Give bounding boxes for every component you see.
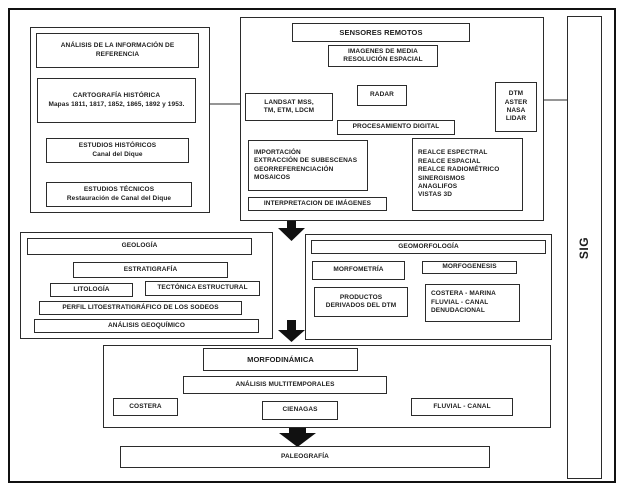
panel-title: SENSORES REMOTOS	[339, 27, 423, 37]
box-tectonica-estructural	[145, 281, 260, 296]
box-line: DERIVADOS DEL DTM	[325, 302, 397, 309]
list-line: DENUDACIONAL	[431, 307, 485, 315]
box-procesamiento-digital	[337, 120, 455, 135]
list-line: EXTRACCIÓN DE SUBESCENAS	[254, 157, 358, 165]
box-imagenes-media	[328, 45, 438, 67]
panel-title: GEOMORFOLOGÍA	[398, 242, 459, 250]
list-line: REALCE ESPECTRAL	[418, 149, 488, 157]
box-landsat	[245, 93, 333, 121]
box-label: PROCESAMIENTO DIGITAL	[352, 123, 440, 131]
box-morfodinamica	[203, 348, 358, 371]
list-line: REALCE RADIOMÉTRICO	[418, 166, 500, 174]
box-label: ESTRATIGRAFÍA	[123, 265, 178, 273]
list-line: VISTAS 3D	[418, 191, 453, 199]
box-geomorfologia	[311, 240, 546, 254]
list-line: SINERGISMOS	[418, 174, 465, 182]
box-sensores-remotos	[292, 23, 470, 42]
list-line: FLUVIAL - CANAL	[431, 298, 489, 306]
box-analisis-multitemporales	[183, 376, 387, 394]
box-line: ASTER	[504, 98, 528, 106]
box-label: PALEOGRAFÍA	[281, 452, 329, 460]
box-label: ANÁLISIS MULTITEMPORALES	[235, 380, 335, 388]
box-line: RESOLUCIÓN ESPACIAL	[343, 56, 423, 63]
box-estudios-historicos	[46, 138, 189, 163]
list-line: ANAGLIFOS	[418, 182, 458, 190]
box-preprocesos	[248, 140, 368, 191]
box-label: COSTERA	[129, 402, 162, 410]
box-subtitle: Canal del Dique	[92, 150, 143, 158]
box-line: LANDSAT MSS,	[264, 98, 314, 106]
box-label: ANÁLISIS GEOQUÍMICO	[107, 321, 185, 329]
box-line: ANÁLISIS DE LA INFORMACIÓN DE	[60, 42, 175, 50]
list-line: COSTERA - MARINA	[431, 290, 496, 298]
box-costera	[113, 398, 178, 416]
box-subtitle: Restauración de Canal del Dique	[66, 194, 172, 202]
box-title: ESTUDIOS HISTÓRICOS	[78, 142, 157, 150]
box-label: MORFOGENESIS	[442, 263, 497, 271]
box-morfogenesis	[422, 261, 517, 274]
box-line: REFERENCIA	[95, 50, 140, 58]
box-dtm-aster	[495, 82, 537, 132]
box-morfometria	[312, 261, 405, 280]
box-line: NASA	[506, 107, 526, 114]
box-label: TECTÓNICA ESTRUCTURAL	[157, 284, 248, 292]
box-label: FLUVIAL - CANAL	[433, 402, 491, 410]
box-estratigrafia	[73, 262, 228, 278]
sig-label: SIG	[577, 236, 592, 259]
sig-bar	[567, 16, 602, 479]
box-analisis-geoquimico	[34, 319, 259, 333]
list-line: MOSAICOS	[254, 173, 291, 181]
panel-title: GEOLOGÍA	[121, 242, 158, 250]
box-label: LITOLOGÍA	[73, 285, 110, 293]
box-paleografia	[120, 446, 490, 468]
box-geologia	[27, 238, 252, 255]
box-line: IMAGENES DE MEDIA	[348, 47, 418, 55]
box-radar	[357, 85, 407, 106]
box-line: DTM	[508, 90, 524, 98]
box-litologia	[50, 283, 133, 297]
box-label: INTERPRETACION DE IMÁGENES	[263, 199, 372, 207]
box-label: RADAR	[370, 91, 394, 99]
list-line: GEORREFERENCIACIÓN	[254, 165, 334, 173]
box-cartografia-historica	[37, 78, 196, 123]
box-label: MORFOMETRÍA	[333, 266, 384, 274]
box-analisis-informacion	[36, 33, 199, 68]
box-estudios-tecnicos	[46, 182, 192, 207]
box-label: PERFIL LITOESTRATIGRÁFICO DE LOS SODEOS	[62, 303, 219, 311]
list-line: REALCE ESPACIAL	[418, 157, 481, 165]
box-productos-dtm	[314, 287, 408, 317]
box-title: CARTOGRAFÍA HISTÓRICA	[72, 92, 161, 100]
box-realces	[412, 138, 523, 211]
box-title: ESTUDIOS TÉCNICOS	[83, 186, 155, 194]
list-line: IMPORTACIÓN	[254, 148, 301, 156]
box-fluvial-canal	[411, 398, 513, 416]
box-tipos-morfogenesis	[425, 284, 520, 322]
box-line: PRODUCTOS	[339, 293, 383, 301]
box-subtitle: Mapas 1811, 1817, 1852, 1865, 1892 y 1953.	[48, 100, 185, 108]
box-label: CIENAGAS	[282, 406, 318, 414]
box-line: LIDAR	[505, 115, 527, 123]
box-cienagas	[262, 401, 338, 420]
box-interpretacion-imagenes	[248, 197, 387, 211]
box-perfil-litoestratigrafico	[39, 301, 242, 315]
box-line: TM, ETM, LDCM	[263, 107, 315, 114]
panel-title: MORFODINÁMICA	[247, 354, 314, 364]
